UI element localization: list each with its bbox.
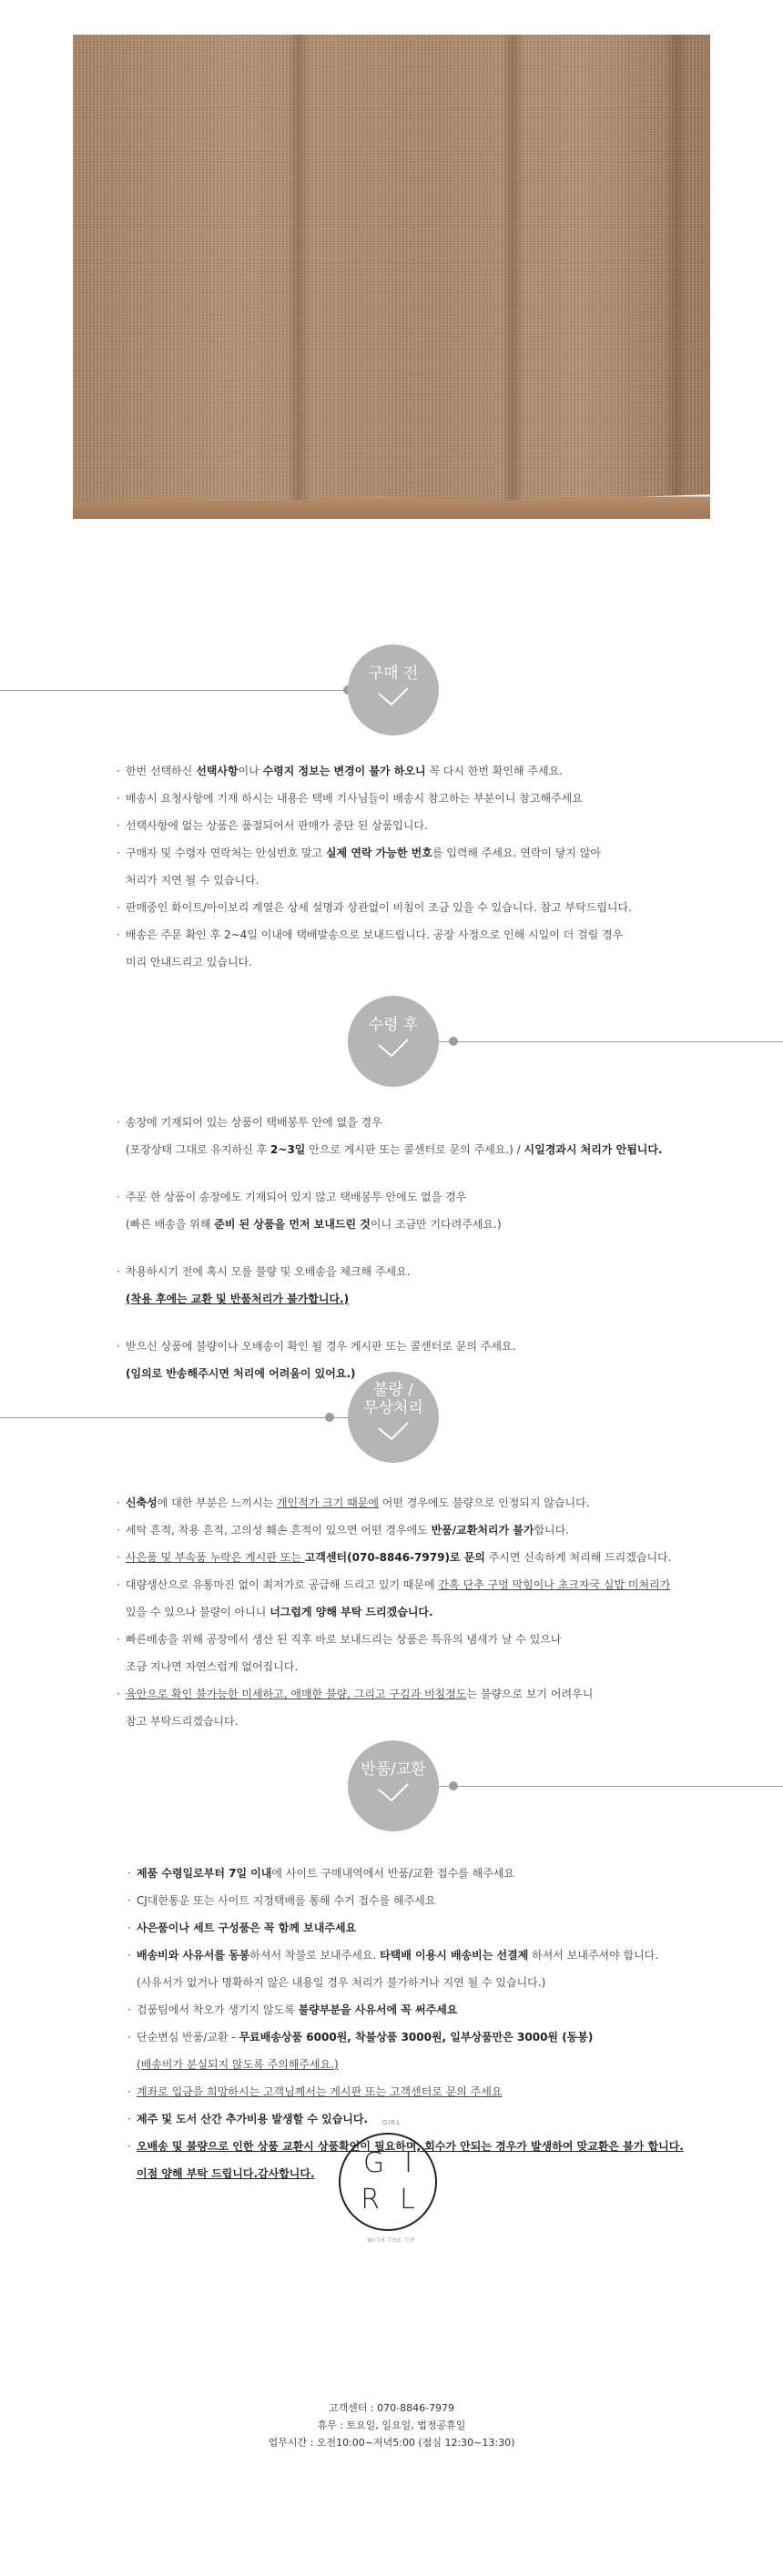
note-text: 시일경과시 처리가 안됩니다.	[524, 1143, 663, 1156]
note-item	[117, 894, 632, 921]
section-title: 수령 후	[368, 1016, 419, 1034]
note-text: 2~3일	[270, 1143, 306, 1156]
note-text: (착용 후에는 교환 및 반품처리가 불가합니다.)	[126, 1293, 350, 1305]
footer-phone: 고객센터 : 070-8846-7979	[328, 2402, 455, 2414]
divider-line	[0, 1417, 348, 1418]
note-item	[117, 1238, 663, 1258]
note-item	[117, 1489, 671, 1516]
note-item	[127, 1887, 684, 1914]
note-text: (사유서가 없거나 명확하지 않은 내용일 경우 처리가 불가하거나 지연 될 수 있습니다.)	[137, 1976, 546, 1989]
note-text: 이점 양해 부탁 드립니다.감사합니다.	[137, 2167, 315, 2180]
note-item	[117, 1544, 671, 1571]
note-item	[117, 1163, 663, 1183]
footer-hours: 업무시간 : 오전10:00~저녁5:00 (점심 12:30~13:30)	[268, 2437, 515, 2449]
note-text: 판매중인 화이트/아이보리 계열은 상세 설명과 상관없이 비침이 조금 있을 수 있습니다. 참고 부탁드립니다.	[126, 901, 632, 914]
note-text: 계좌로 입금을 희망하시는 고객님께서는 게시판 또는 고객센터로 문의 주세요	[137, 2085, 503, 2098]
note-item	[117, 757, 632, 785]
note-text: 선택사항	[196, 765, 239, 777]
brand-tagline: WITH THE TIP	[367, 2237, 416, 2244]
note-text: 제품 수령일로부터 7일 이내	[137, 1867, 272, 1880]
check-icon	[375, 686, 412, 708]
check-icon	[375, 1038, 412, 1060]
note-item	[117, 1313, 663, 1333]
note-text: 불량부분을 사유서에 꼭 써주세요	[298, 2003, 458, 2016]
note-text: 는 불량으로 보기 어려우니	[466, 1688, 594, 1700]
note-item	[127, 1969, 684, 1996]
notes-list-after	[117, 1109, 663, 1387]
section-badge-before	[348, 644, 439, 735]
note-item	[117, 1285, 663, 1313]
note-item	[117, 1653, 671, 1680]
fabric-hem	[73, 484, 710, 519]
note-text: 송장에 기재되어 있는 상품이 택배봉투 안에 없을 경우	[126, 1116, 382, 1129]
fabric-fold	[665, 35, 688, 519]
note-text: 제주 및 도서 산간 추가비용 발생할 수 있습니다.	[137, 2113, 369, 2125]
note-item	[117, 1183, 663, 1211]
note-text: 참고 부탁드리겠습니다.	[126, 1715, 239, 1728]
note-text: 착용하시기 전에 혹시 모를 불량 및 오배송을 체크해 주세요.	[126, 1265, 411, 1278]
brand-small-text: GIRL	[381, 2119, 402, 2126]
note-text: 이니 조금만 기다려주세요.)	[370, 1218, 502, 1231]
note-text: 선택사항에 없는 상품은 품절되어서 판매가 중단 된 상품입니다.	[126, 819, 428, 832]
section-badge-defect	[348, 1372, 439, 1463]
fabric-fold	[501, 35, 524, 519]
note-text: CJ대한통운 또는 사이트 지정택배를 통해 수거 접수를 해주세요	[137, 1894, 436, 1907]
note-item	[117, 1571, 671, 1598]
note-text: 를 입력해 주세요. 연락이 닿지 않아	[432, 847, 602, 859]
note-text: 배송시 요청사항에 기재 하시는 내용은 택배 기사님들이 배송시 참고하는 부분이니 참고해주세요	[126, 792, 583, 805]
note-text: 준비 된 상품을 먼저 보내드린 것	[214, 1218, 371, 1231]
note-text: (임의로 반송해주시면 처리에 어려움이 있어요.)	[126, 1367, 356, 1380]
note-item	[127, 2078, 684, 2105]
divider-line	[0, 690, 348, 691]
note-item	[117, 1109, 663, 1136]
note-text: 검품팀에서 착오가 생기지 않도록	[137, 2003, 299, 2016]
note-text: 하셔서 보내주셔야 합니다.	[528, 1949, 659, 1962]
note-text: 조금 지나면 자연스럽게 없어집니다.	[126, 1660, 299, 1673]
note-item	[117, 1626, 671, 1653]
note-text: 있을 수 있으나 불량이 아니니	[126, 1606, 270, 1618]
note-text: (빠른 배송을 위해	[126, 1218, 215, 1231]
note-item	[117, 921, 632, 948]
note-item	[127, 2023, 684, 2051]
note-text: 합니다.	[534, 1524, 570, 1536]
note-text: 타택배 이용시 배송비는 선결제	[380, 1949, 529, 1962]
note-text: 사은품 및 부속품 누락은 게시판 또는	[126, 1551, 305, 1564]
note-text: 육안으로 확인 불가능한 미세하고, 애매한 불량, 그리고 구김과 비침정도	[126, 1688, 467, 1700]
note-text: 너그럽게 양해 부탁 드리겠습니다.	[269, 1606, 433, 1618]
note-text: 한번 선택하신	[126, 765, 197, 777]
section-title: 반품/교환	[361, 1760, 426, 1779]
note-text: 이나	[238, 765, 263, 777]
note-text: 세탁 흔적, 착용 흔적, 고의성 훼손 흔적이 있으면 어떤 경우에도	[126, 1524, 432, 1536]
note-item	[117, 1708, 671, 1735]
note-text: 오배송 및 불량으로 인한 상품 교환시 상품확인이 필요하며, 회수가 안되는 경우가 발생하여 맞교환은 불가 합니다.	[137, 2140, 684, 2153]
note-item	[117, 948, 632, 976]
note-item	[127, 1996, 684, 2023]
note-item	[117, 1136, 663, 1163]
note-text: 신축성	[126, 1496, 158, 1509]
note-text: 빠른배송을 위해 공장에서 생산 된 직후 바로 보내드리는 상품은 특유의 냄새가 날 수 있으나	[126, 1633, 562, 1646]
note-text: 에 대한 부분은 느끼시는	[157, 1496, 277, 1509]
note-text: 미리 안내드리고 있습니다.	[126, 956, 252, 969]
note-item	[117, 1211, 663, 1238]
notes-list-before	[117, 757, 632, 976]
note-item	[117, 812, 632, 839]
note-text: 받으신 상품에 불량이나 오배송이 확인 될 경우 게시판 또는 콜센터로 문의 주세요.	[126, 1340, 516, 1353]
section-badge-after	[348, 996, 439, 1087]
note-text: (포장상태 그대로 유지하신 후	[126, 1143, 271, 1156]
note-item	[117, 1516, 671, 1544]
note-text: 수령지 정보는 변경이 불가 하오니	[262, 765, 426, 777]
note-item	[117, 867, 632, 894]
note-text: 반품/교환처리가 불가	[431, 1524, 534, 1536]
section-title: 불량 / 무상처리	[363, 1381, 423, 1417]
divider-dot	[449, 1037, 458, 1046]
note-item	[117, 1598, 671, 1626]
note-text: 실제 연락 가능한 번호	[325, 847, 432, 859]
note-text: 주문 한 상품이 송장에도 기재되어 있지 않고 택배봉투 안에도 없을 경우	[126, 1191, 467, 1203]
notes-list-defect	[117, 1489, 671, 1735]
divider-line	[435, 1041, 783, 1042]
note-text: 배송은 주문 확인 후 2~4일 이내에 택배발송으로 보내드립니다. 공장 사정으로 인해 시일이 더 걸릴 경우	[126, 928, 624, 941]
note-text: 꼭 다시 한번 확인해 주세요.	[425, 765, 563, 777]
check-icon	[375, 1421, 412, 1443]
note-item	[127, 1860, 684, 1887]
note-text: 어떤 경우에도 불량으로 인정되지 않습니다.	[378, 1496, 590, 1509]
note-text: 처리가 지연 될 수 있습니다.	[126, 874, 259, 887]
section-title: 구매 전	[368, 664, 419, 683]
note-text: 구매자 및 수령자 연락처는 안심번호 말고	[126, 847, 326, 859]
check-icon	[375, 1782, 412, 1804]
note-text: 대량생산으로 유통마진 없이 최저가로 공급해 드리고 있기 때문에	[126, 1578, 439, 1591]
note-text: 개인적가 크기 때문에	[276, 1496, 379, 1509]
note-text: (배송비가 분실되지 않도록 주의해주세요.)	[137, 2058, 339, 2071]
fabric-fold	[287, 35, 310, 519]
note-text: 에 사이트 구매내역에서 반품/교환 접수를 해주세요	[271, 1867, 514, 1880]
note-text: 배송비와 사유서를 동봉	[137, 1949, 250, 1962]
note-text: 간혹 단추 구멍 막힘이나 초크자국 실밥 미처리가	[438, 1578, 671, 1591]
note-text: 사은품이나 세트 구성품은 꼭 함께 보내주세요	[137, 1922, 357, 1934]
note-item	[127, 2051, 684, 2078]
note-item	[127, 1942, 684, 1969]
note-item	[127, 1914, 684, 1942]
note-item	[117, 1258, 663, 1285]
note-text: 무료배송상품 6000원, 착불상품 3000원, 일부상품만은 3000원 (동봉)	[239, 2031, 594, 2044]
divider-line	[435, 1786, 783, 1787]
note-text: 고객센터(070-8846-7979)로 문의	[304, 1551, 485, 1564]
contact-footer	[0, 2399, 783, 2451]
note-text: 단순변심 반품/교환 -	[137, 2031, 239, 2044]
logo-line-2: RL	[361, 2184, 435, 2216]
note-text: 주시면 신속하게 처리해 드리겠습니다.	[484, 1551, 672, 1564]
note-text: 안으로 게시판 또는 콜센터로 문의 주세요.) /	[305, 1143, 524, 1156]
note-text: 하셔서 착불로 보내주세요.	[249, 1949, 381, 1962]
note-item	[117, 1680, 671, 1708]
footer-holidays: 휴무 : 토요일, 일요일, 법정공휴일	[317, 2419, 466, 2431]
logo-line-1: GI	[362, 2147, 433, 2179]
note-item	[117, 1333, 663, 1360]
section-badge-returns	[348, 1740, 439, 1831]
note-item	[117, 785, 632, 812]
note-item	[117, 839, 632, 867]
divider-dot	[325, 1413, 334, 1422]
divider-dot	[449, 1781, 458, 1790]
brand-logo	[339, 2133, 437, 2231]
product-fabric-photo	[73, 35, 710, 519]
